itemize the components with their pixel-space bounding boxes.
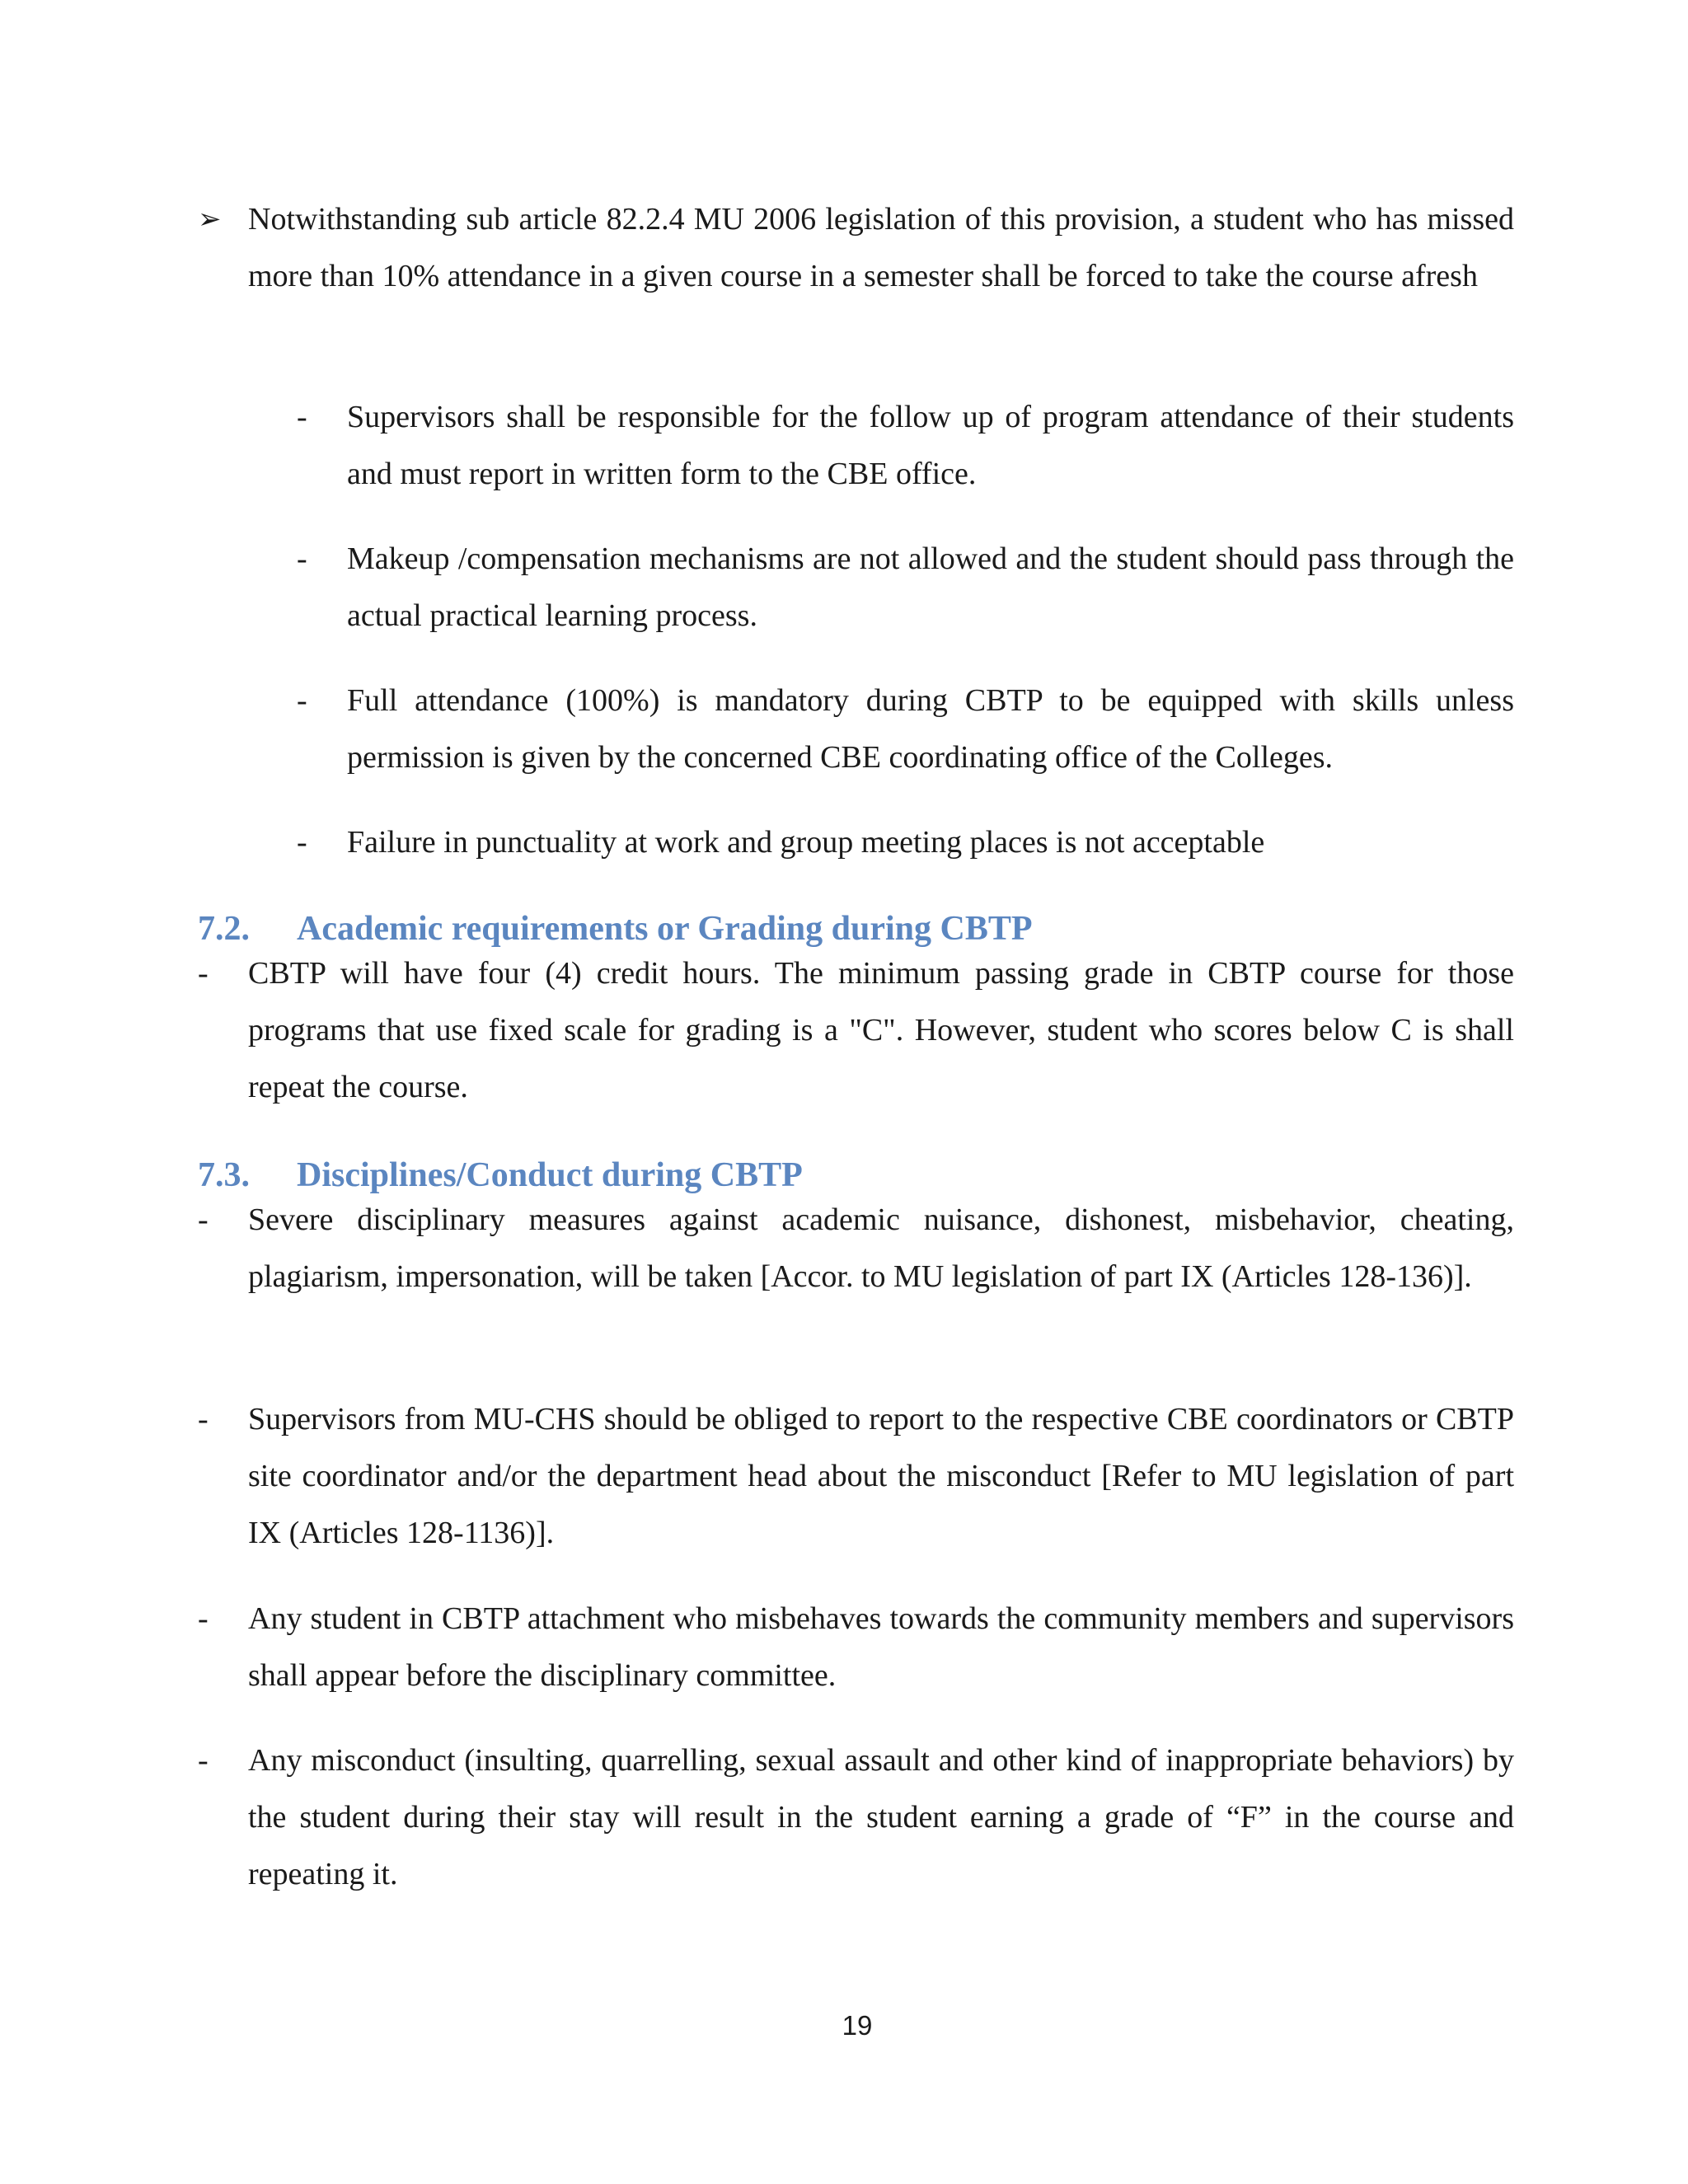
supervisor-attendance-item: Supervisors shall be responsible for the follow up of program attendance of their students and must report in written form to the CBE office. bbox=[347, 400, 1514, 491]
dash-bullet: - bbox=[198, 956, 209, 991]
section-title: Academic requirements or Grading during CBTP bbox=[297, 910, 1033, 948]
arrow-bullet-icon: ➢ bbox=[198, 203, 222, 236]
dash-bullet: - bbox=[198, 1202, 209, 1237]
section-number: 7.3. bbox=[198, 1156, 250, 1194]
credit-hours-item: CBTP will have four (4) credit hours. The minimum passing grade in CBTP course for those programs that use fixed scale for grading is a "C". However, student who scores below C is shall repeat the course. bbox=[248, 956, 1514, 1104]
section-title: Disciplines/Conduct during CBTP bbox=[297, 1156, 803, 1194]
dash-bullet: - bbox=[297, 400, 307, 434]
misconduct-grade-item: Any misconduct (insulting, quarrelling, sexual assault and other kind of inappropriate behaviors) by the student during their stay will result in the student earning a grade of “F” in the course and repeating it. bbox=[248, 1743, 1514, 1891]
full-attendance-item: Full attendance (100%) is mandatory during CBTP to be equipped with skills unless permission is given by the concerned CBE coordinating office of the Colleges. bbox=[347, 683, 1514, 775]
misbehavior-committee-item: Any student in CBTP attachment who misbehaves towards the community members and supervisors shall appear before the disciplinary committee. bbox=[248, 1601, 1514, 1693]
dash-bullet: - bbox=[198, 1402, 209, 1436]
attendance-rule-paragraph: Notwithstanding sub article 82.2.4 MU 2006 legislation of this provision, a student who has missed more than 10% attendance in a given course in a semester shall be forced to take the course afresh bbox=[248, 202, 1514, 293]
page-number: 19 bbox=[842, 2010, 873, 2041]
makeup-item: Makeup /compensation mechanisms are not allowed and the student should pass through the actual practical learning process. bbox=[347, 541, 1514, 633]
dash-bullet: - bbox=[297, 683, 307, 718]
dash-bullet: - bbox=[297, 825, 307, 860]
disciplinary-measures-item: Severe disciplinary measures against academic nuisance, dishonest, misbehavior, cheating, plagiarism, impersonation, will be taken [Accor. to MU legislation of part IX (Articles 128-136)]. bbox=[248, 1202, 1514, 1294]
dash-bullet: - bbox=[198, 1601, 209, 1636]
section-number: 7.2. bbox=[198, 910, 250, 948]
dash-bullet: - bbox=[198, 1743, 209, 1778]
dash-bullet: - bbox=[297, 541, 307, 576]
punctuality-item: Failure in punctuality at work and group meeting places is not acceptable bbox=[347, 825, 1265, 860]
supervisor-report-item: Supervisors from MU-CHS should be obliged to report to the respective CBE coordinators or CBTP site coordinator and/or the department head about the misconduct [Refer to MU legislation of part IX (Articles 128-1136)]. bbox=[248, 1402, 1514, 1550]
